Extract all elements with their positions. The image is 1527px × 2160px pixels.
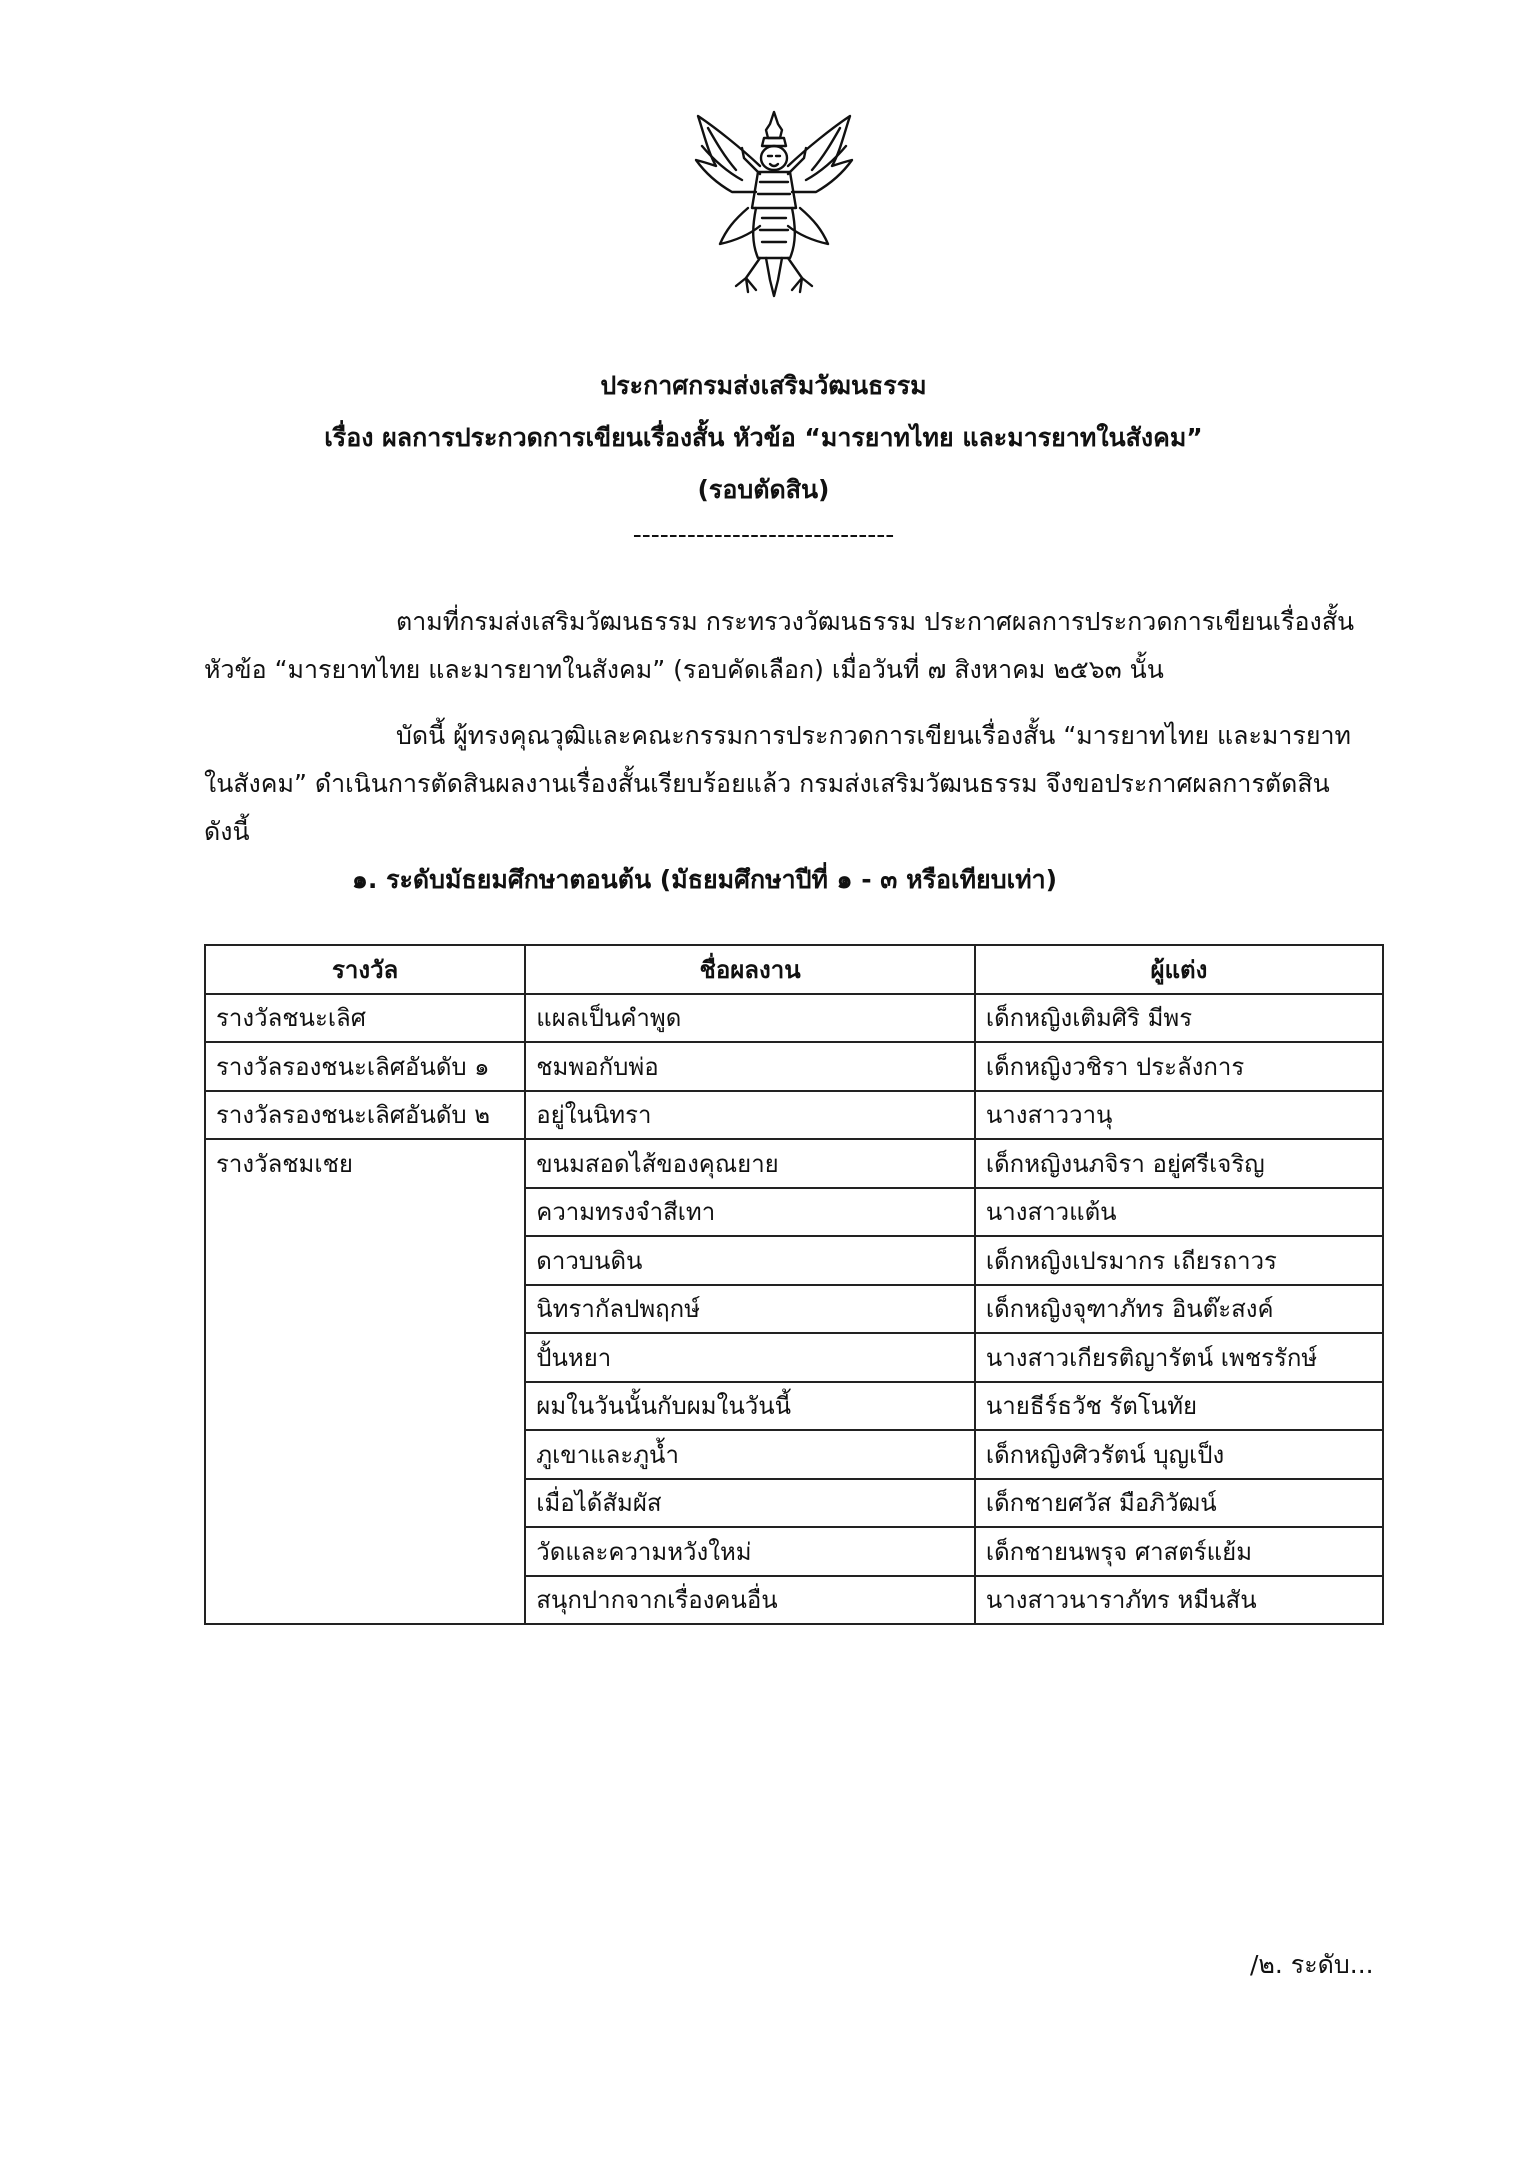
author-cell: เด็กหญิงเปรมากร เถียรถาวร — [975, 1236, 1383, 1285]
table-row — [205, 1188, 1383, 1237]
award-cell: รางวัลชนะเลิศ — [205, 994, 525, 1043]
work-cell: เมื่อได้สัมผัส — [525, 1479, 975, 1528]
author-cell: นางสาววานุ — [975, 1091, 1383, 1140]
work-cell: ดาวบนดิน — [525, 1236, 975, 1285]
award-cell — [205, 1430, 525, 1479]
award-cell: รางวัลรองชนะเลิศอันดับ ๒ — [205, 1091, 525, 1140]
page-continuation: /๒. ระดับ... — [1250, 1950, 1374, 1979]
work-cell: แผลเป็นคำพูด — [525, 994, 975, 1043]
decision-text: บัดนี้ ผู้ทรงคุณวุฒิและคณะกรรมการประกวดการเขียนเรื่องสั้น “มารยาทไทย และมารยาท ในสังคม” ดำเนินการตัดสินผลงานเรื่องสั้นเรียบร้อยแล้ว กรมส่งเสริมวัฒนธรรม จึงขอประกาศผลการตัดสิน ดังนี้ — [204, 721, 1352, 846]
table-row — [205, 1382, 1383, 1431]
table-row — [205, 994, 1383, 1043]
author-cell: นายธีร์ธวัช รัตโนทัย — [975, 1382, 1383, 1431]
work-cell: นิทรากัลปพฤกษ์ — [525, 1285, 975, 1334]
garuda-emblem-icon — [686, 108, 862, 300]
header-work: ชื่อผลงาน — [525, 945, 975, 994]
awards-table — [204, 944, 1384, 1625]
table-row — [205, 1576, 1383, 1625]
author-cell: เด็กหญิงจุฑาภัทร อินต๊ะสงค์ — [975, 1285, 1383, 1334]
work-cell: วัดและความหวังใหม่ — [525, 1527, 975, 1576]
author-cell: เด็กหญิงเติมศิริ มีพร — [975, 994, 1383, 1043]
table-row — [205, 1430, 1383, 1479]
award-cell — [205, 1236, 525, 1285]
round-label: (รอบตัดสิน) — [697, 475, 830, 504]
award-cell — [205, 1285, 525, 1334]
author-cell: นางสาวเกียรติญารัตน์ เพชรรักษ์ — [975, 1333, 1383, 1382]
divider: ----------------------------- — [632, 520, 895, 549]
author-cell: นางสาวแต้น — [975, 1188, 1383, 1237]
author-cell: นางสาวนาราภัทร หมีนสัน — [975, 1576, 1383, 1625]
section-heading: ๑. ระดับมัธยมศึกษาตอนต้น (มัธยมศึกษาปีที่ ๑ - ๓ หรือเทียบเท่า) — [352, 865, 1058, 894]
award-cell: รางวัลรองชนะเลิศอันดับ ๑ — [205, 1042, 525, 1091]
author-cell: เด็กชายศวัส มือภิวัฒน์ — [975, 1479, 1383, 1528]
table-row — [205, 1527, 1383, 1576]
award-cell — [205, 1576, 525, 1625]
award-cell — [205, 1188, 525, 1237]
work-cell: ภูเขาและภูน้ำ — [525, 1430, 975, 1479]
table-row — [205, 1091, 1383, 1140]
author-cell: เด็กหญิงนภจิรา อยู่ศรีเจริญ — [975, 1139, 1383, 1188]
header-author: ผู้แต่ง — [975, 945, 1383, 994]
award-cell — [205, 1479, 525, 1528]
table-row — [205, 1139, 1383, 1188]
award-cell — [205, 1333, 525, 1382]
work-cell: ผมในวันนั้นกับผมในวันนี้ — [525, 1382, 975, 1431]
author-cell: เด็กชายนพรุจ ศาสตร์แย้ม — [975, 1527, 1383, 1576]
work-cell: ปั้นหยา — [525, 1333, 975, 1382]
table-row — [205, 1479, 1383, 1528]
award-cell — [205, 1382, 525, 1431]
intro-text: ตามที่กรมส่งเสริมวัฒนธรรม กระทรวงวัฒนธรรม ประกาศผลการประกวดการเขียนเรื่องสั้น หัวข้อ “มารยาทไทย และมารยาทในสังคม” (รอบคัดเลือก) เมื่อวันที่ ๗ สิงหาคม ๒๕๖๓ นั้น — [204, 607, 1355, 684]
work-cell: สนุกปากจากเรื่องคนอื่น — [525, 1576, 975, 1625]
header-award: รางวัล — [205, 945, 525, 994]
decision-paragraph — [204, 712, 1380, 856]
table-row — [205, 1236, 1383, 1285]
author-cell: เด็กหญิงวชิรา ประลังการ — [975, 1042, 1383, 1091]
table-row — [205, 1333, 1383, 1382]
work-cell: อยู่ในนิทรา — [525, 1091, 975, 1140]
work-cell: ความทรงจำสีเทา — [525, 1188, 975, 1237]
table-header-row — [205, 945, 1383, 994]
work-cell: ชมพอกับพ่อ — [525, 1042, 975, 1091]
award-cell — [205, 1527, 525, 1576]
award-cell: รางวัลชมเชย — [205, 1139, 525, 1188]
page-title: ประกาศกรมส่งเสริมวัฒนธรรม — [600, 371, 927, 400]
author-cell: เด็กหญิงศิวรัตน์ บุญเป็ง — [975, 1430, 1383, 1479]
subject-line: เรื่อง ผลการประกวดการเขียนเรื่องสั้น หัวข้อ “มารยาทไทย และมารยาทในสังคม” — [324, 423, 1203, 452]
intro-paragraph — [204, 598, 1380, 694]
work-cell: ขนมสอดไส้ของคุณยาย — [525, 1139, 975, 1188]
table-row — [205, 1285, 1383, 1334]
table-row — [205, 1042, 1383, 1091]
